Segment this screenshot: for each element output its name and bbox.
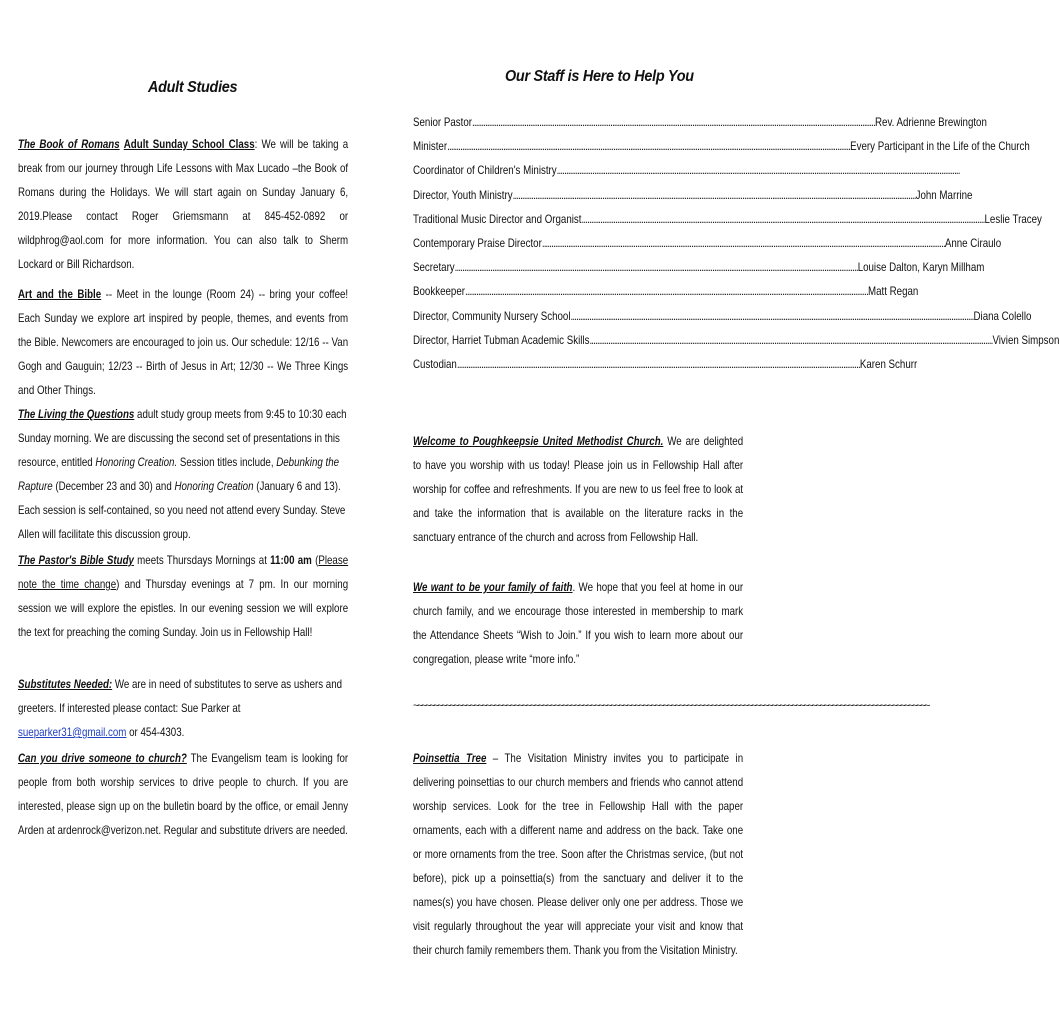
drive-title: Can you drive someone to church? <box>18 752 187 765</box>
art-bible-title: Art and the Bible <box>18 288 102 301</box>
staff-row: Director, Harriet Tubman Academic Skills ..... Vivien Simpson <box>413 329 743 353</box>
staff-heading: Our Staff is Here to Help You <box>505 68 694 85</box>
staff-row: Custodian ..... Karen Schurr <box>413 353 743 377</box>
romans-paragraph: The Book of Romans Adult Sunday School Class: We will be taking a break from our journey through Life Lessons with Max Lucado –the Book of Romans during the Holidays. We will start again on Sunday January 6, 2019.Please contact Roger Griemsmann at 845-452-0892 or wildphrog@aol.com for more information. You can also talk to Sherm Lockard or Bill Richardson. <box>18 138 349 271</box>
staff-row: Traditional Music Director and Organist ..... Leslie Tracey <box>413 208 743 232</box>
tilde-divider: ~~~~~~~~~~~~~~~~~~~~~~~~~~~~~~~~~~~~~~~~~~~~~~~~~~~~~~~~~~~~~~~~~~~~~~~~~~~~~~~~~~~~~~~~~~~~~~~~~~~~~~~~~~~~~~~~~~~~~~~~~~~~~~~~ <box>413 700 929 712</box>
sue-parker-email-link[interactable]: sueparker31@gmail.com <box>18 726 127 739</box>
poinsettia-title: Poinsettia Tree <box>413 752 487 765</box>
family-title: We want to be your family of faith <box>413 581 573 594</box>
pastor-bible-study-title: The Pastor's Bible Study <box>18 554 134 567</box>
poinsettia-paragraph: Poinsettia Tree – The Visitation Ministry invites you to participate in delivering poinsettias to our church members and friends who cannot attend worship services. Look for the tree in Fellowship Hall with the paper ornaments, each with a different name and address on the back. Take one or more ornaments from the tree. Soon after the Christmas service, (but not before), pick up a poinsettia(s) from the sanctuary and deliver it to the names(s) you have chosen. Please deliver only one per address. Those we visit regularly throughout the year will appreciate your visit and know that their church family remembers them. Thank you from the Visitation Ministry. <box>413 752 744 957</box>
welcome-title: Welcome to Poughkeepsie United Methodist Church. <box>413 435 664 448</box>
art-bible-paragraph: Art and the Bible -- Meet in the lounge (Room 24) -- bring your coffee! Each Sunday we explore art inspired by people, themes, and events from the Bible. Newcomers are encouraged to join us. Our schedule: 12/16 -- Van Gogh and Gauguin; 12/23 -- Birth of Jesus in Art; 12/30 -- We Three Kings and Other Things. <box>18 288 349 397</box>
family-paragraph: We want to be your family of faith. We hope that you feel at home in our church family, and we encourage those interested in membership to mark the Attendance Sheets “Wish to Join.” If you wish to learn more about our congregation, please write “more info.” <box>413 581 744 666</box>
staff-list <box>413 111 1059 377</box>
staff-row: Bookkeeper ..... Matt Regan <box>413 280 743 304</box>
adult-studies-heading: Adult Studies <box>148 79 238 96</box>
staff-row: Secretary ..... Louise Dalton, Karyn Millham <box>413 256 743 280</box>
staff-row: Contemporary Praise Director ..... Anne Ciraulo <box>413 232 743 256</box>
staff-row: Director, Youth Ministry ..... John Marrine <box>413 184 743 208</box>
romans-class-title: Adult Sunday School Class <box>123 138 255 151</box>
living-questions-paragraph: The Living the Questions adult study group meets from 9:45 to 10:30 each Sunday morning. We are discussing the second set of presentations in this resource, entitled Honoring Creation. Session titles include, Debunking the Rapture (December 23 and 30) and Honoring Creation (January 6 and 13). Each session is self-contained, so you need not attend every Sunday. Steve Allen will facilitate this discussion group. <box>18 408 347 541</box>
staff-row: Minister ..... Every Participant in the Life of the Church <box>413 135 743 159</box>
living-questions-title: The Living the Questions <box>18 408 135 421</box>
staff-row: Coordinator of Children's Ministry ..... <box>413 159 703 183</box>
drive-paragraph: Can you drive someone to church? The Evangelism team is looking for people from both worship services to drive people to church. If you are interested, please sign up on the bulletin board by the office, or email Jenny Arden at ardenrock@verizon.net. Regular and substitute drivers are needed. <box>18 752 349 837</box>
welcome-paragraph: Welcome to Poughkeepsie United Methodist Church. We are delighted to have you worship with us today! Please join us in Fellowship Hall after worship for coffee and refreshments. If you are new to us feel free to look at and take the information that is available on the literature racks in the sanctuary entrance of the church and across from Fellowship Hall. <box>413 435 744 544</box>
substitutes-title: Substitutes Needed: <box>18 678 113 691</box>
pastor-bible-study-paragraph: The Pastor's Bible Study meets Thursdays Mornings at 11:00 am (Please note the time change) and Thursday evenings at 7 pm. In our morning session we will explore the epistles. In our evening session we will explore the text for preaching the coming Sunday. Join us in Fellowship Hall! <box>18 554 349 639</box>
staff-row: Director, Community Nursery School ..... Diana Colello <box>413 305 743 329</box>
substitutes-paragraph: Substitutes Needed: We are in need of substitutes to serve as ushers and greeters. If interested please contact: Sue Parker at sueparker31@gmail.com or 454-4303. <box>18 678 343 739</box>
romans-title: The Book of Romans <box>18 138 120 151</box>
staff-row: Senior Pastor ..... Rev. Adrienne Brewington <box>413 111 743 135</box>
